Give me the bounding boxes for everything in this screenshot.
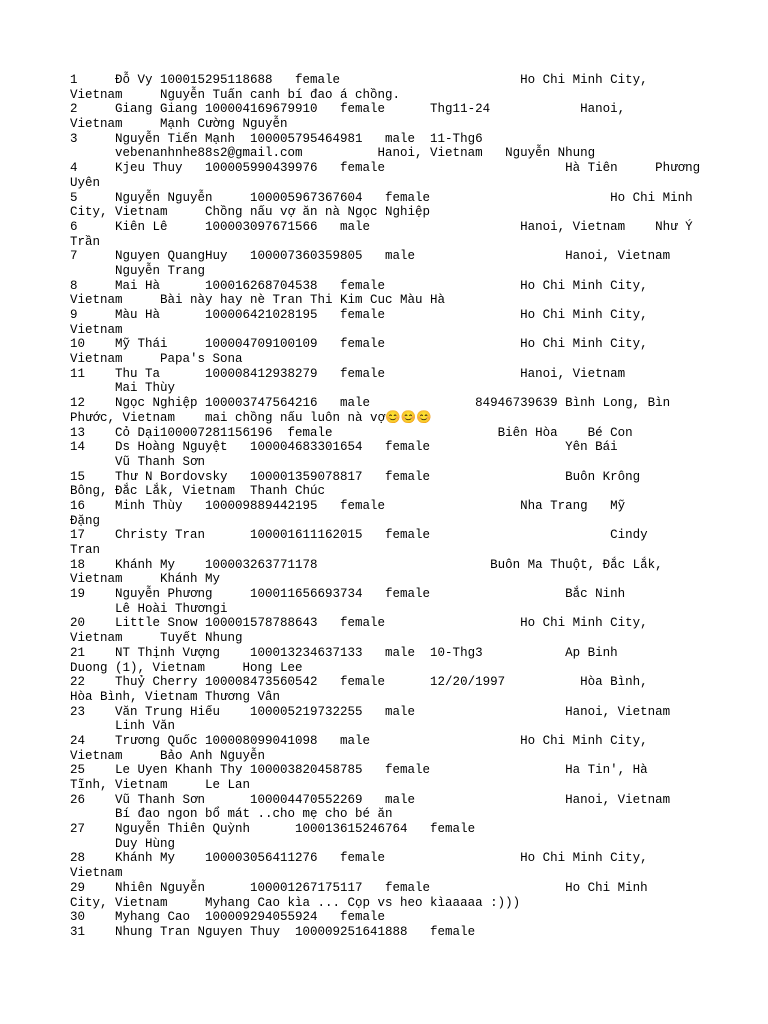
text-line: City, Vietnam Chồng nấu vợ ăn nà Ngọc Nghiệp [70, 205, 431, 220]
text-line: Uyên [70, 175, 101, 190]
text-line: 15 Thư N Bordovsky 100001359078817 female Buôn Krông [70, 469, 641, 484]
text-line: 16 Minh Thùy 100009889442195 female Nha Trang Mỹ [70, 498, 626, 513]
text-line: Vietnam Nguyễn Tuấn canh bí đao á chồng. [70, 87, 401, 102]
text-line: Nguyễn Trang [70, 263, 206, 278]
text-line: 12 Ngọc Nghiệp 100003747564216 male 84946739639 Bình Long, Bìn [70, 396, 671, 411]
text-line: 10 Mỹ Thái 100004709100109 female Ho Chi Minh City, [70, 337, 648, 352]
text-line: 13 Cỏ Dại100007281156196 female Biên Hòa Bé Con [70, 425, 633, 440]
text-line: Tran [70, 543, 101, 557]
text-line: Bông, Đắc Lắk, Vietnam Thanh Chúc [70, 484, 326, 499]
text-line: 28 Khánh My 100003056411276 female Ho Chi Minh City, [70, 851, 648, 866]
text-line: Vietnam Khánh My [70, 572, 221, 587]
text-line: 30 Myhang Cao 100009294055924 female [70, 910, 386, 925]
text-line: Lê Hoài Thươngi [70, 601, 228, 616]
text-line: 9 Màu Hà 100006421028195 female Ho Chi Minh City, [70, 308, 648, 322]
text-line: 23 Văn Trung Hiếu 100005219732255 male Hanoi, Vietnam [70, 704, 671, 719]
text-line: 21 NT Thịnh Vượng 100013234637133 male 10-Thg3 Ap Binh [70, 645, 618, 660]
text-line: Duong (1), Vietnam Hong Lee [70, 660, 303, 675]
text-line: 18 Khánh My 100003263771178 Buôn Ma Thuột, Đắc Lắk, [70, 557, 663, 572]
text-line: 24 Trương Quốc 100008099041098 male Ho Chi Minh City, [70, 733, 648, 748]
text-line: 22 Thuỷ Cherry 100008473560542 female 12/20/1997 Hòa Bình, [70, 675, 648, 690]
text-line: 5 Nguyễn Nguyễn 100005967367604 female Ho Chi Minh [70, 190, 693, 205]
text-line: vebenanhnhe88s2@gmail.com Hanoi, Vietnam Nguyễn Nhung [70, 146, 596, 161]
text-line: 14 Ds Hoàng Nguyệt 100004683301654 female Yên Bái [70, 440, 618, 455]
text-line: Vũ Thanh Sơn [70, 454, 206, 469]
text-line: Vietnam [70, 866, 123, 881]
text-line: 2 Giang Giang 100004169679910 female Thg11-24 Hanoi, [70, 102, 626, 117]
text-line: 17 Christy Tran 100001611162015 female Cindy [70, 528, 648, 543]
text-line: Đặng [70, 513, 101, 528]
text-line: 8 Mai Hà 100016268704538 female Ho Chi Minh City, [70, 278, 648, 293]
text-line: 25 Le Uyen Khanh Thy 100003820458785 female Ha Tin', Hà [70, 763, 648, 778]
text-line: 31 Nhung Tran Nguyen Thuy 100009251641888 female [70, 924, 476, 939]
text-line: Hòa Bình, Vietnam Thương Vân [70, 689, 281, 704]
text-line: Vietnam Bài này hay nè Tran Thi Kim Cuc Màu Hà [70, 293, 446, 308]
text-line: 11 Thu Ta 100008412938279 female Hanoi, Vietnam [70, 366, 626, 381]
text-line: Tĩnh, Vietnam Le Lan [70, 778, 251, 792]
text-line: Linh Văn [70, 719, 176, 734]
text-line: 26 Vũ Thanh Sơn 100004470552269 male Hanoi, Vietnam [70, 792, 671, 807]
text-line: 7 Nguyen QuangHuy 100007360359805 male Hanoi, Vietnam [70, 249, 671, 264]
text-line: 4 Kjeu Thuy 100005990439976 female Hà Tiên Phương [70, 161, 701, 176]
text-line: Phước, Vietnam mai chồng nấu luôn nà vợ😊😊😊 [70, 410, 432, 425]
text-line: 3 Nguyễn Tiến Mạnh 100005795464981 male 11-Thg6 [70, 131, 483, 146]
text-line: Vietnam Bảo Anh Nguyễn [70, 748, 266, 763]
text-line: City, Vietnam Myhang Cao kìa ... Cọp vs heo kìaaaaa :))) [70, 895, 521, 910]
text-line: 6 Kiên Lê 100003097671566 male Hanoi, Vietnam Như Ý [70, 219, 693, 234]
text-line: Vietnam Papa's Sona [70, 352, 243, 367]
text-line: Trần [70, 234, 101, 249]
text-line: 20 Little Snow 100001578788643 female Ho Chi Minh City, [70, 616, 648, 631]
text-line: 27 Nguyễn Thiên Quỳnh 100013615246764 female [70, 822, 476, 837]
text-line: 1 Đỗ Vy 100015295118688 female Ho Chi Minh City, [70, 73, 648, 87]
text-line: Bí đao ngon bổ mát ..cho mẹ cho bé ăn [70, 807, 393, 822]
text-line: 29 Nhiên Nguyễn 100001267175117 female Ho Chi Minh [70, 880, 648, 895]
text-line: Vietnam Tuyết Nhung [70, 631, 243, 646]
document-body [70, 73, 750, 940]
text-line: 19 Nguyễn Phương 100011656693734 female Bắc Ninh [70, 587, 626, 602]
text-line: Vietnam Mạnh Cường Nguyễn [70, 117, 288, 132]
text-line: Vietnam [70, 322, 123, 337]
text-line: Mai Thùy [70, 381, 176, 396]
text-line: Duy Hùng [70, 836, 176, 851]
